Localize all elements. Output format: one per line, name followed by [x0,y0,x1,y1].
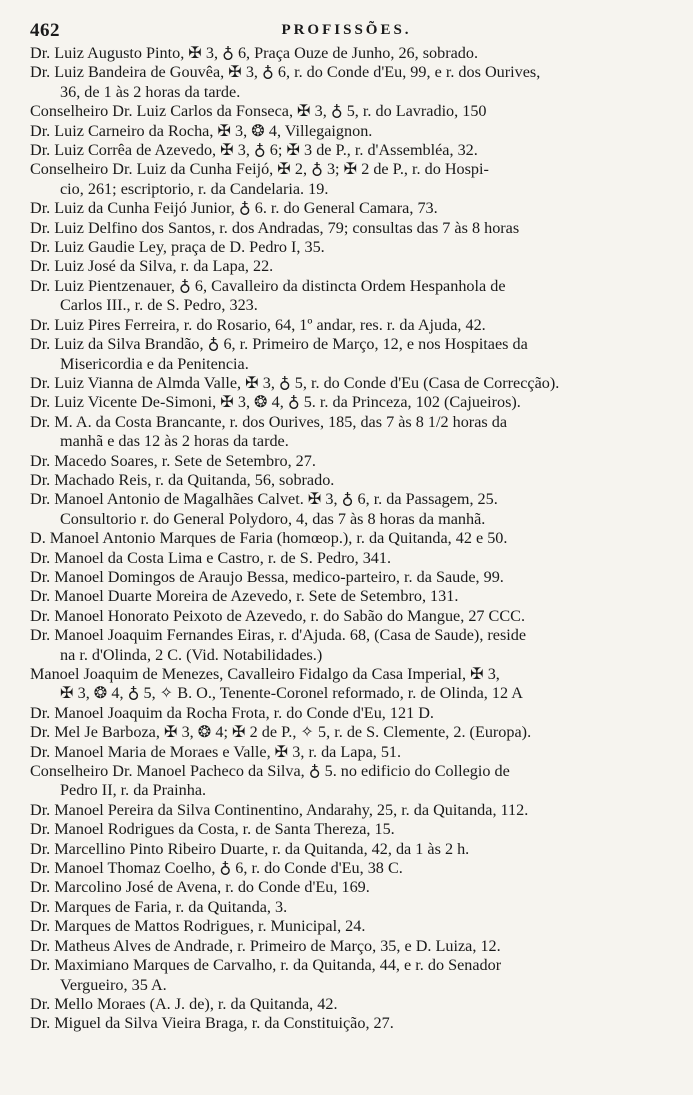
entry-text: Conselheiro Dr. Luiz Carlos da Fonseca, ✠ 3, ♁ 5, r. do Lavradio, 150 [30,102,487,121]
entry-continuation: na r. d'Olinda, 2 C. (Vid. Notabilidades.) [60,645,323,664]
directory-entry [30,587,663,606]
directory-entry [30,44,663,63]
directory-entry [30,102,663,121]
directory-entry [30,878,663,897]
entry-continuation: Misericordia e da Penitencia. [60,354,249,373]
entry-text: Dr. Luiz Bandeira de Gouvêa, ✠ 3, ♁ 6, r. do Conde d'Eu, 99, e r. dos Ourives, [30,63,541,82]
directory-entry [30,704,663,723]
entry-text: Dr. Manoel Domingos de Araujo Bessa, medico-parteiro, r. da Saude, 99. [30,567,504,586]
entry-continuation: manhã e das 12 às 2 horas da tarde. [60,432,289,451]
entry-text: Dr. Manoel Joaquim Fernandes Eiras, r. d'Ajuda. 68, (Casa de Saude), reside [30,626,527,645]
entry-text: Dr. Luiz Augusto Pinto, ✠ 3, ♁ 6, Praça Ouze de Junho, 26, sobrado. [30,44,479,62]
entry-text: Dr. Manoel Antonio de Magalhães Calvet. ✠ 3, ♁ 6, r. da Passagem, 25. [30,490,498,509]
entry-text: Dr. Marcolino José de Avena, r. do Conde d'Eu, 169. [30,878,370,897]
directory-entry [30,859,663,878]
directory-entry [30,626,663,665]
entry-text: Dr. Manoel Thomaz Coelho, ♁ 6, r. do Conde d'Eu, 38 C. [30,859,403,878]
entry-text: Dr. Luiz José da Silva, r. da Lapa, 22. [30,257,274,276]
directory-entry [30,490,663,529]
directory-entry [30,335,663,374]
directory-entry [30,820,663,839]
entry-text: Dr. Manoel Duarte Moreira de Azevedo, r. Sete de Setembro, 131. [30,587,459,606]
directory-entry [30,257,663,276]
entry-text: Dr. Machado Reis, r. da Quitanda, 56, sobrado. [30,470,335,489]
entry-text: Dr. Mel Je Barboza, ✠ 3, ❂ 4; ✠ 2 de P., ✧ 5, r. de S. Clemente, 2. (Europa). [30,723,532,742]
page-title: PROFISSÕES. [281,22,412,38]
directory-entry [30,665,663,704]
directory-entry [30,723,663,742]
directory-entry [30,568,663,587]
entry-text: Dr. Luiz Corrêa de Azevedo, ✠ 3, ♁ 6; ✠ 3 de P., r. d'Assembléa, 32. [30,141,478,160]
entry-text: Dr. Manoel Joaquim da Rocha Frota, r. do Conde d'Eu, 121 D. [30,703,434,722]
entry-text: Dr. Maximiano Marques de Carvalho, r. da Quitanda, 44, e r. do Senador [30,956,502,975]
directory-entry [30,413,663,452]
entry-text: D. Manoel Antonio Marques de Faria (homœop.), r. da Quitanda, 42 e 50. [30,529,508,548]
directory-entry [30,122,663,141]
entry-text: Dr. Luiz Vicente De-Simoni, ✠ 3, ❂ 4, ♁ 5. r. da Princeza, 102 (Cajueiros). [30,393,521,412]
entry-text: Dr. Manoel Maria de Moraes e Valle, ✠ 3, r. da Lapa, 51. [30,742,402,761]
directory-entry [30,471,663,490]
entry-text: Dr. Macedo Soares, r. Sete de Setembro, 27. [30,451,316,470]
directory-entry [30,219,663,238]
directory-entry [30,238,663,257]
page-number: 462 [30,20,60,41]
entry-text: Dr. Luiz da Cunha Feijó Junior, ♁ 6. r. do General Camara, 73. [30,199,438,218]
directory-entry [30,452,663,471]
entry-text: Manoel Joaquim de Menezes, Cavalleiro Fidalgo da Casa Imperial, ✠ 3, [30,665,500,683]
directory-entry [30,529,663,548]
entry-text: Dr. Marques de Faria, r. da Quitanda, 3. [30,897,288,916]
directory-entry [30,762,663,801]
entry-text: Dr. Manoel da Costa Lima e Castro, r. de S. Pedro, 341. [30,548,392,567]
entry-continuation: Pedro II, r. da Prainha. [60,781,207,800]
entry-text: Dr. Marcellino Pinto Ribeiro Duarte, r. da Quitanda, 42, da 1 às 2 h. [30,839,470,858]
entry-text: Dr. Manoel Rodrigues da Costa, r. de Santa Thereza, 15. [30,820,395,839]
entry-text: Dr. Luiz Delfino dos Santos, r. dos Andradas, 79; consultas das 7 às 8 horas [30,218,520,237]
directory-entry [30,937,663,956]
entry-continuation: Carlos III., r. de S. Pedro, 323. [60,296,258,315]
entry-text: Dr. Luiz Pientzenauer, ♁ 6, Cavalleiro da distincta Ordem Hespanhola de [30,276,506,295]
entry-text: Dr. Miguel da Silva Vieira Braga, r. da Constituição, 27. [30,1014,394,1033]
directory-entry [30,917,663,936]
directory-entry [30,743,663,762]
entry-text: Dr. Luiz Pires Ferreira, r. do Rosario, 64, 1º andar, res. r. da Ajuda, 42. [30,315,486,334]
directory-entry [30,63,663,102]
entry-text: Conselheiro Dr. Luiz da Cunha Feijó, ✠ 2, ♁ 3; ✠ 2 de P., r. do Hospi- [30,160,489,179]
directory-entry [30,316,663,335]
directory-entry [30,1014,663,1033]
entry-text: Dr. Manoel Honorato Peixoto de Azevedo, r. do Sabão do Mangue, 27 CCC. [30,606,525,625]
entry-continuation: ✠ 3, ❂ 4, ♁ 5, ✧ B. O., Tenente-Coronel reformado, r. de Olinda, 12 A [60,684,523,703]
entry-continuation: Consultorio r. do General Polydoro, 4, das 7 às 8 horas da manhã. [60,509,486,528]
entry-continuation: Vergueiro, 35 A. [60,975,167,994]
entry-text: Dr. M. A. da Costa Brancante, r. dos Ourives, 185, das 7 às 8 1/2 horas da [30,412,508,431]
directory-entry [30,840,663,859]
entry-text: Dr. Mello Moraes (A. J. de), r. da Quitanda, 42. [30,994,338,1013]
entry-text: Conselheiro Dr. Manoel Pacheco da Silva, ♁ 5. no edificio do Collegio de [30,762,510,781]
directory-entry [30,277,663,316]
directory-entry [30,160,663,199]
entry-text: Dr. Luiz Gaudie Ley, praça de D. Pedro I, 35. [30,238,325,257]
directory-entry [30,995,663,1014]
entry-text: Dr. Marques de Mattos Rodrigues, r. Municipal, 24. [30,917,366,936]
entry-text: Dr. Luiz Vianna de Almda Valle, ✠ 3, ♁ 5, r. do Conde d'Eu (Casa de Correcção). [30,373,560,392]
entry-text: Dr. Luiz Carneiro da Rocha, ✠ 3, ❂ 4, Villegaignon. [30,121,373,140]
directory-entry [30,199,663,218]
entry-continuation: cio, 261; escriptorio, r. da Candelaria. 19. [60,179,329,198]
entry-text: Dr. Luiz da Silva Brandão, ♁ 6, r. Primeiro de Março, 12, e nos Hospitaes da [30,335,528,354]
directory-entry [30,956,663,995]
directory-entry [30,607,663,626]
directory-entry [30,141,663,160]
directory-entry [30,549,663,568]
entry-text: Dr. Matheus Alves de Andrade, r. Primeiro de Março, 35, e D. Luiza, 12. [30,936,501,955]
directory-entry [30,374,663,393]
directory-entries [30,44,663,1034]
directory-entry [30,393,663,412]
entry-text: Dr. Manoel Pereira da Silva Continentino, Andarahy, 25, r. da Quitanda, 112. [30,800,529,819]
entry-continuation: 36, de 1 às 2 horas da tarde. [60,82,241,101]
directory-entry [30,898,663,917]
directory-entry [30,801,663,820]
page-header [30,14,663,42]
